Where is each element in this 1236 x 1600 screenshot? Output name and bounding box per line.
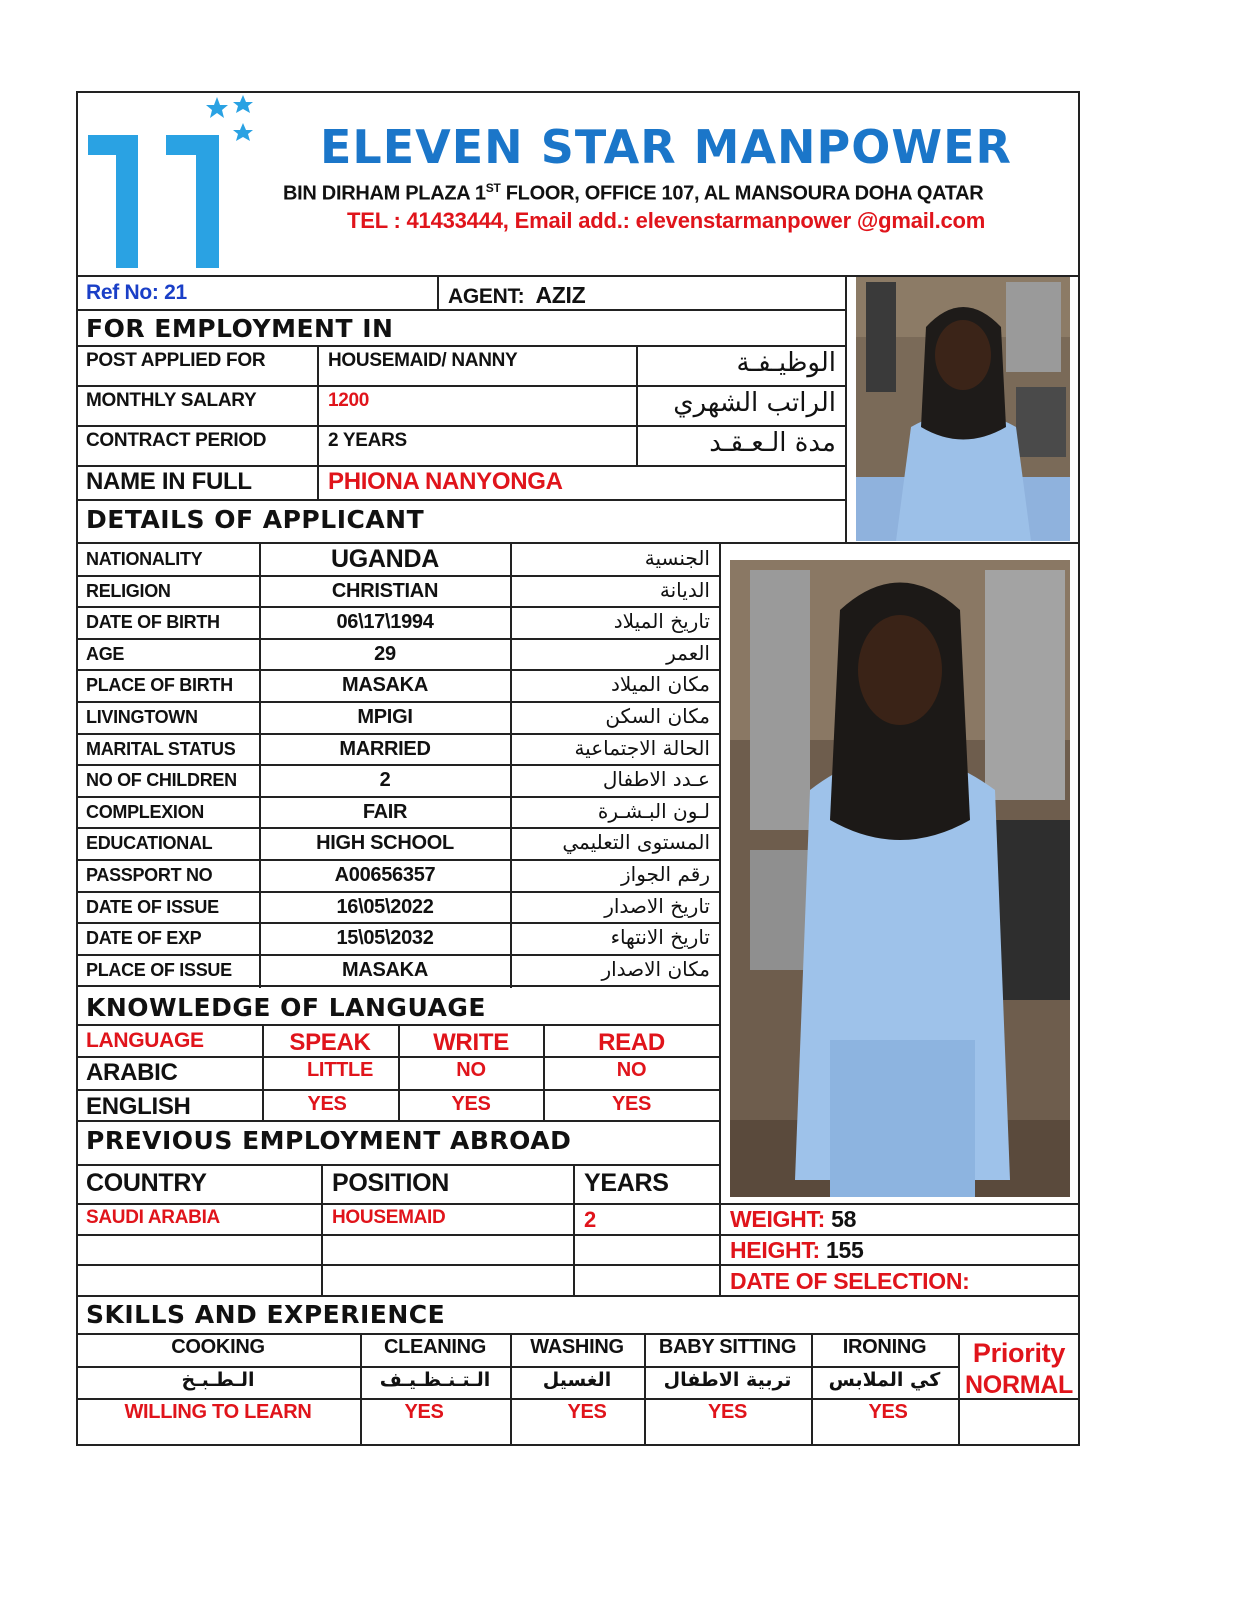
detail-arabic: عـدد الاطفال bbox=[602, 767, 710, 792]
detail-arabic: لـون البـشـرة bbox=[597, 798, 710, 823]
skill-value: YES bbox=[707, 1401, 748, 1423]
detail-label: COMPLEXION bbox=[86, 801, 205, 822]
detail-arabic: العمر bbox=[666, 640, 710, 665]
divider bbox=[76, 345, 846, 347]
skill-arabic: الغسيل bbox=[542, 1369, 612, 1391]
divider bbox=[76, 669, 720, 671]
detail-arabic: المستوى التعليمي bbox=[562, 830, 710, 855]
section-title-language: KNOWLEDGE OF LANGUAGE bbox=[86, 993, 486, 1022]
divider bbox=[76, 1333, 1080, 1335]
previous-years: 2 bbox=[584, 1207, 596, 1232]
ref-label: Ref No: bbox=[86, 281, 159, 304]
skill-arabic: كي الملابس bbox=[828, 1369, 941, 1391]
divider bbox=[76, 499, 846, 501]
name-label: NAME IN FULL bbox=[86, 468, 252, 495]
detail-value: MARRIED bbox=[339, 737, 431, 760]
date-of-selection-label: DATE OF SELECTION: bbox=[730, 1268, 970, 1294]
divider bbox=[321, 1165, 323, 1296]
divider bbox=[76, 1264, 1080, 1266]
detail-value: FAIR bbox=[362, 800, 408, 823]
section-title-previous: PREVIOUS EMPLOYMENT ABROAD bbox=[86, 1126, 572, 1155]
address-superscript: ST bbox=[485, 181, 501, 195]
skill-value: YES bbox=[868, 1401, 908, 1423]
detail-value: MPIGI bbox=[357, 706, 413, 728]
divider bbox=[636, 346, 638, 466]
detail-label: AGE bbox=[86, 643, 125, 664]
detail-arabic: مكان الاصدار bbox=[601, 956, 710, 981]
detail-label: PLACE OF ISSUE bbox=[86, 959, 232, 980]
detail-value: MASAKA bbox=[342, 674, 428, 697]
detail-label: RELIGION bbox=[86, 580, 171, 601]
employment-label: CONTRACT PERIOD bbox=[86, 430, 267, 451]
employment-value: HOUSEMAID/ NANNY bbox=[328, 350, 518, 371]
detail-label: EDUCATIONAL bbox=[86, 833, 213, 854]
previous-header: COUNTRY bbox=[86, 1169, 207, 1197]
language-header: WRITE bbox=[433, 1029, 509, 1056]
detail-arabic: الحالة الاجتماعية bbox=[574, 735, 710, 760]
language-read: YES bbox=[611, 1093, 652, 1115]
divider bbox=[76, 385, 846, 387]
company-contact: TEL : 41433444, Email add.: elevenstarmanpower @gmail.com bbox=[347, 208, 986, 233]
detail-label: NATIONALITY bbox=[86, 549, 203, 569]
skill-label: COOKING bbox=[171, 1336, 265, 1358]
divider bbox=[76, 954, 720, 956]
divider bbox=[76, 701, 720, 703]
employment-arabic: الوظيـفـة bbox=[736, 348, 836, 378]
divider bbox=[262, 1025, 264, 1121]
priority-label: Priority bbox=[972, 1338, 1066, 1368]
detail-value: 29 bbox=[374, 642, 396, 665]
divider bbox=[398, 1025, 400, 1121]
language-header: READ bbox=[598, 1029, 665, 1056]
detail-arabic: تاريخ الانتهاء bbox=[610, 925, 710, 950]
employment-arabic: الراتب الشهري bbox=[673, 388, 836, 418]
weight-label: WEIGHT: bbox=[730, 1206, 825, 1232]
employment-arabic: مدة الـعـقـد bbox=[709, 428, 836, 458]
language-name: ENGLISH bbox=[86, 1093, 191, 1120]
priority-value: NORMAL bbox=[965, 1371, 1073, 1399]
agent-label: AGENT: bbox=[448, 285, 525, 308]
agent-value: AZIZ bbox=[535, 282, 586, 308]
divider bbox=[317, 346, 319, 500]
language-speak: LITTLE bbox=[307, 1059, 373, 1081]
language-write: YES bbox=[451, 1093, 491, 1115]
detail-label: MARITAL STATUS bbox=[86, 738, 236, 759]
ref-value: 21 bbox=[164, 281, 187, 304]
skill-value: YES bbox=[567, 1401, 607, 1423]
detail-label: LIVINGTOWN bbox=[86, 707, 198, 727]
employment-label: MONTHLY SALARY bbox=[86, 390, 257, 411]
detail-label: DATE OF ISSUE bbox=[86, 896, 219, 917]
detail-value: HIGH SCHOOL bbox=[316, 832, 454, 855]
weight-value: 58 bbox=[831, 1206, 857, 1232]
divider bbox=[76, 638, 720, 640]
detail-arabic: تاريخ الاصدار bbox=[604, 893, 710, 918]
detail-value: UGANDA bbox=[331, 545, 439, 573]
skill-label: BABY SITTING bbox=[658, 1336, 797, 1358]
skill-label: WASHING bbox=[530, 1336, 624, 1358]
divider bbox=[76, 1366, 958, 1368]
skill-label: CLEANING bbox=[383, 1336, 487, 1358]
previous-country: SAUDI ARABIA bbox=[86, 1207, 220, 1228]
previous-header: YEARS bbox=[584, 1169, 669, 1197]
divider bbox=[76, 796, 720, 798]
ref-no bbox=[86, 281, 187, 305]
language-speak: YES bbox=[307, 1093, 347, 1115]
previous-position: HOUSEMAID bbox=[332, 1207, 446, 1228]
divider bbox=[76, 1398, 1080, 1400]
language-name: ARABIC bbox=[86, 1059, 178, 1086]
divider bbox=[543, 1025, 545, 1121]
divider bbox=[76, 764, 720, 766]
section-title-details: DETAILS OF APPLICANT bbox=[86, 505, 425, 534]
skill-arabic: الـتـنـظـيـف bbox=[379, 1369, 491, 1391]
divider bbox=[76, 1234, 1080, 1236]
height-label: HEIGHT: bbox=[730, 1237, 820, 1263]
divider bbox=[76, 827, 720, 829]
detail-label: DATE OF EXP bbox=[86, 928, 202, 949]
detail-arabic: رقم الجواز bbox=[621, 862, 710, 886]
height bbox=[730, 1237, 863, 1264]
divider bbox=[845, 276, 847, 542]
employment-value: 2 YEARS bbox=[328, 430, 407, 451]
section-title-employment: FOR EMPLOYMENT IN bbox=[86, 314, 394, 343]
divider bbox=[76, 465, 846, 467]
divider bbox=[719, 1204, 721, 1296]
language-header: LANGUAGE bbox=[86, 1029, 204, 1052]
detail-value: MASAKA bbox=[342, 958, 428, 981]
address-text-rest: FLOOR, OFFICE 107, AL MANSOURA DOHA QATAR bbox=[500, 182, 984, 205]
company-address bbox=[283, 181, 983, 206]
detail-label: DATE OF BIRTH bbox=[86, 612, 220, 633]
divider bbox=[437, 276, 439, 310]
divider bbox=[76, 425, 846, 427]
detail-label: PASSPORT NO bbox=[86, 865, 213, 885]
detail-arabic: مكان الميلاد bbox=[611, 672, 710, 697]
star-icon bbox=[233, 95, 253, 113]
language-read: NO bbox=[616, 1059, 647, 1081]
divider bbox=[76, 1295, 1080, 1297]
address-text: BIN DIRHAM PLAZA 1 bbox=[283, 182, 486, 205]
language-write: NO bbox=[456, 1059, 486, 1081]
height-value: 155 bbox=[826, 1237, 864, 1263]
star-icon bbox=[233, 123, 253, 141]
divider bbox=[76, 1203, 1080, 1205]
divider bbox=[76, 542, 1080, 544]
detail-value: CHRISTIAN bbox=[331, 579, 439, 602]
star-icon bbox=[206, 97, 228, 118]
detail-value: A00656357 bbox=[334, 864, 436, 886]
divider bbox=[76, 985, 720, 987]
divider bbox=[76, 606, 720, 608]
company-name: ELEVEN STAR MANPOWER bbox=[320, 120, 1012, 174]
employment-value: 1200 bbox=[328, 390, 370, 411]
divider bbox=[719, 543, 721, 1205]
divider bbox=[76, 859, 720, 861]
company-logo bbox=[86, 95, 261, 273]
name-value: PHIONA NANYONGA bbox=[328, 468, 563, 495]
detail-value: 16\05\2022 bbox=[336, 895, 434, 918]
skill-value: WILLING TO LEARN bbox=[124, 1401, 312, 1423]
detail-value: 06\17\1994 bbox=[336, 611, 434, 634]
divider bbox=[76, 309, 846, 311]
detail-arabic: مكان السكن bbox=[605, 704, 710, 728]
detail-arabic: الجنسية bbox=[644, 546, 710, 570]
weight bbox=[730, 1206, 856, 1233]
skill-arabic: تربية الاطفال bbox=[663, 1369, 792, 1391]
skill-value: YES bbox=[404, 1401, 444, 1423]
detail-value: 2 bbox=[379, 769, 391, 792]
divider bbox=[76, 575, 720, 577]
skill-arabic: الـطـبـخ bbox=[181, 1369, 255, 1391]
previous-header: POSITION bbox=[332, 1169, 450, 1197]
divider bbox=[76, 922, 720, 924]
divider bbox=[573, 1165, 575, 1296]
detail-label: NO OF CHILDREN bbox=[86, 770, 237, 791]
applicant-photo-large bbox=[730, 560, 1070, 1197]
divider bbox=[76, 1164, 720, 1166]
detail-label: PLACE OF BIRTH bbox=[86, 675, 233, 696]
detail-arabic: الديانة bbox=[659, 577, 710, 602]
employment-label: POST APPLIED FOR bbox=[86, 350, 266, 371]
applicant-photo-small bbox=[856, 277, 1070, 541]
skill-label: IRONING bbox=[842, 1336, 927, 1358]
language-header: SPEAK bbox=[289, 1029, 371, 1056]
detail-arabic: تاريخ الميلاد bbox=[613, 609, 710, 634]
section-title-skills: SKILLS AND EXPERIENCE bbox=[86, 1300, 446, 1329]
detail-value: 15\05\2032 bbox=[336, 927, 434, 950]
agent bbox=[448, 282, 585, 309]
